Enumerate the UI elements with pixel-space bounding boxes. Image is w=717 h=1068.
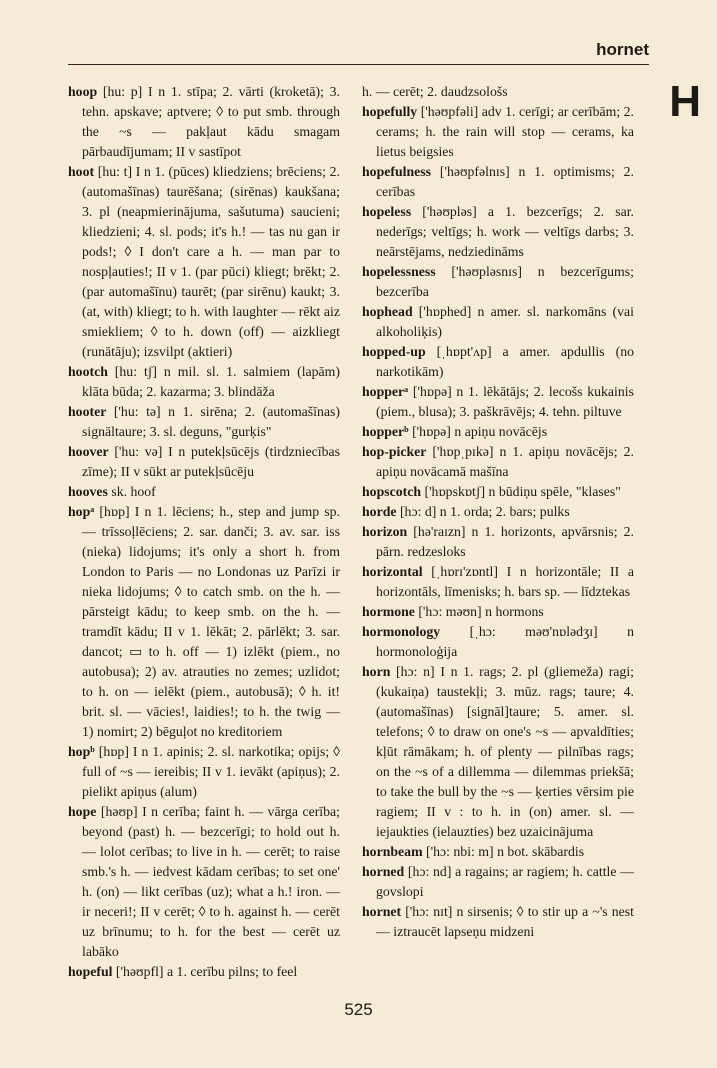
- dictionary-entry: [362, 902, 634, 942]
- entry-definition: [hu: tʃ] n mil. sl. 1. salmiem (lapām) klāta būda; 2. kazarma; 3. blindāža: [82, 364, 340, 399]
- entry-definition: ['hɒpˌpɪkə] n 1. apiņu novācējs; 2. apiņu novācamā mašīna: [376, 444, 634, 479]
- dictionary-entry: [362, 422, 634, 442]
- entry-headword: horde: [362, 504, 397, 519]
- entry-definition: ['həʊpfəli] adv 1. cerīgi; ar cerībām; 2. cerams; h. the rain will stop — cerams, ka lietus beigsies: [376, 104, 634, 159]
- entry-headword: hoover: [68, 444, 109, 459]
- entry-headword: hopefulness: [362, 164, 432, 179]
- dictionary-entry: [362, 382, 634, 422]
- dictionary-entry: [362, 842, 634, 862]
- entry-headword: hopᵇ: [68, 744, 95, 759]
- entry-definition: [hɒp] I n 1. apinis; 2. sl. narkotika; opijs; ◊ full of ~s — iereibis; II v 1. ievākt (apiņus); 2. pielikt apiņus (alum): [82, 744, 340, 799]
- dictionary-entry: [362, 502, 634, 522]
- left-column: [68, 82, 340, 982]
- dictionary-entry: [68, 82, 340, 162]
- dictionary-entry: [362, 562, 634, 602]
- entry-definition: [hu: t] I n 1. (pūces) kliedziens; brēciens; 2. (automašīnas) taurēšana; (sirēnas) kaukšana; 3. pl (neapmierinājuma, sašutuma) saucieni; kliedzieni; 4. sl. pods; it's h.! — tas nu gan ir pods!; ◊ I don't care a h. — man par to nospļauties!; II v 1. (par pūci) kliegt; brēkt; 2. (par automašīnu) taurēt; (par sirēnu) kaukt; 3. (at, with) kliegt; to h. with laughter — rēkt aiz smiekliem; ◊ to h. down (off) — aizkliegt (runātāju); izsvilpt (aktieri): [82, 164, 340, 359]
- entry-headword: hopperᵃ: [362, 384, 409, 399]
- entry-definition: [hɔ: d] n 1. orda; 2. bars; pulks: [396, 504, 570, 519]
- entry-definition: [ˌhɔ: məʊ'nɒlədʒɪ] n hormonoloģija: [376, 624, 634, 659]
- entry-headword: hop-picker: [362, 444, 427, 459]
- entry-definition: ['hɔ: nɪt] n sirsenis; ◊ to stir up a ~'s nest — iztraucēt lapseņu midzeni: [376, 904, 634, 939]
- dictionary-entry: [362, 162, 634, 202]
- entry-headword: horizon: [362, 524, 408, 539]
- entry-definition: ['hɔ: nbi: m] n bot. skābardis: [422, 844, 585, 859]
- entry-headword: hopperᵇ: [362, 424, 409, 439]
- entry-definition: [hɒp] I n 1. lēciens; h., step and jump sp. — trīssoļlēciens; 2. sar. danči; 3. av. sar. iss (nieka) lidojums; it's only a short h. from London to Paris — no Londonas uz Parīzi ir nieka lidojums; ◊ to catch smb. on the h. — pārsteigt kādu; to keep smb. on the h. — tramdīt kādu; II v 1. lēkāt; 2. pārlēkt; 3. sar. dancot; ▭ to h. off — 1) izlēkt (piem., no autobusa); 2) av. atrauties no zemes; uzlidot; to h. on — ielēkt (piem., autobusā); ◊ h. it! brit. sl. — vācies!, laidies!; to h. the twig — 1) nomirt; 2) bēguļot no kreditoriem: [82, 504, 340, 739]
- entry-definition: [hɔ: nd] a ragains; ar ragiem; h. cattle — govslopi: [376, 864, 634, 899]
- dictionary-entry: [68, 162, 340, 362]
- dictionary-entry: [68, 502, 340, 742]
- entry-headword: hopeless: [362, 204, 412, 219]
- entry-definition: ['hɒpə] n apiņu novācējs: [408, 424, 548, 439]
- dictionary-entry: [362, 862, 634, 902]
- dictionary-entry: [362, 482, 634, 502]
- entry-headword: hopelessness: [362, 264, 436, 279]
- entry-headword: hopscotch: [362, 484, 422, 499]
- entry-definition: ['həʊpfl] a 1. cerību pilns; to feel: [112, 964, 298, 979]
- dictionary-entry: [362, 302, 634, 342]
- entry-definition: sk. hoof: [107, 484, 156, 499]
- entry-headword: hornet: [362, 904, 402, 919]
- entry-definition: ['hu: tə] n 1. sirēna; 2. (automašīnas) signāltaure; 3. sl. deguns, "gurķis": [82, 404, 340, 439]
- dictionary-entry: [68, 442, 340, 482]
- entry-headword: hophead: [362, 304, 413, 319]
- dictionary-entry: [362, 622, 634, 662]
- entry-headword: hopped-up: [362, 344, 426, 359]
- entry-definition: [hə'raɪzn] n 1. horizonts, apvārsnis; 2. pārn. redzesloks: [376, 524, 634, 559]
- dictionary-entry: [68, 482, 340, 502]
- entry-definition: ['hɔ: məʊn] n hormons: [414, 604, 544, 619]
- page-number: 525: [344, 1000, 373, 1019]
- entry-headword: hornbeam: [362, 844, 423, 859]
- entry-headword: hooter: [68, 404, 107, 419]
- dictionary-entry: [362, 662, 634, 842]
- entry-headword: hoop: [68, 84, 98, 99]
- entry-definition: h. — cerēt; 2. daudzsološs: [362, 84, 508, 99]
- entry-headword: hooves: [68, 484, 108, 499]
- entry-definition: [həʊp] I n cerība; faint h. — vārga cerība; beyond (past) h. — bezcerīgi; to hold out h. — lolot cerības; to live in h. — cerēt; to raise smb.'s h. — iedvest kādam cerības; to set one' h. (on) — likt cerības (uz); what a h.! iron. — ir neceri!; II v cerēt; ◊ to h. against h. — cerēt uz brīnumu; to h. for the best — cerēt uz labāko: [82, 804, 340, 959]
- entry-headword: hootch: [68, 364, 108, 379]
- section-letter: H: [669, 77, 701, 126]
- entry-headword: hormonology: [362, 624, 441, 639]
- dictionary-entry: [68, 362, 340, 402]
- entry-definition: [hu: p] I n 1. stīpa; 2. vārti (kroketā); 3. tehn. apskave; aptvere; ◊ to put smb. through the ~s — pakļaut kādu smagam pārbaudījumam; II v sastīpot: [82, 84, 340, 159]
- dictionary-entry: [362, 262, 634, 302]
- dictionary-entry: [362, 442, 634, 482]
- entry-definition: ['hɒphed] n amer. sl. narkomāns (vai alkoholiķis): [376, 304, 634, 339]
- entry-headword: horn: [362, 664, 391, 679]
- entry-definition: ['həʊpləsnɪs] n bezcerīgums; bezcerība: [376, 264, 634, 299]
- entry-headword: hope: [68, 804, 97, 819]
- dictionary-entry: [68, 742, 340, 802]
- dictionary-entry: [68, 802, 340, 962]
- entry-headword: hopeful: [68, 964, 113, 979]
- entry-headword: hopefully: [362, 104, 418, 119]
- dictionary-entry: [362, 522, 634, 562]
- entry-definition: [hɔ: n] I n 1. rags; 2. pl (gliemeža) ragi; (kukaiņa) taustekļi; 3. mūz. rags; taure; 4. (automašīnas) [signāl]taure; 5. amer. sl. telefons; ◊ to draw on one's ~s — apvaldīties; kļūt rāmākam; h. of plenty — pilnības rags; on the ~s of a dillemma — dilemmas priekšā; to take the bull by the ~s — ķerties vērsim pie ragiem; II v : to h. in (on) amer. sl. — iejaukties (ielauzties) bez uzaicinājuma: [376, 664, 634, 839]
- entry-headword: horizontal: [362, 564, 423, 579]
- dictionary-entry: [68, 402, 340, 442]
- entry-headword: hoot: [68, 164, 95, 179]
- entry-headword: horned: [362, 864, 405, 879]
- dictionary-entry: [362, 102, 634, 162]
- entry-definition: ['həʊpləs] a 1. bezcerīgs; 2. sar. nederīgs; veltīgs; h. work — veltīgs darbs; 3. neārstējams, nedziedināms: [376, 204, 634, 259]
- right-column: [362, 82, 634, 942]
- entry-definition: ['hɒpə] n 1. lēkātājs; 2. lecošs kukainis (piem., blusa); 3. paškrāvējs; 4. tehn. piltuve: [376, 384, 634, 419]
- dictionary-entry: [362, 82, 634, 102]
- entry-headword: hormone: [362, 604, 415, 619]
- dictionary-entry: [362, 342, 634, 382]
- dictionary-entry: [362, 602, 634, 622]
- header-rule: [68, 64, 649, 65]
- entry-definition: ['hɒpskɒtʃ] n būdiņu spēle, "klases": [421, 484, 621, 499]
- entry-definition: ['hu: və] I n putekļsūcējs (tirdzniecības zīme); II v sūkt ar putekļsūcēju: [82, 444, 340, 479]
- dictionary-entry: [68, 962, 340, 982]
- entry-definition: [ˌhɒrɪ'zɒntl] I n horizontāle; II a horizontāls, līmenisks; h. bars sp. — līdztekas: [376, 564, 634, 599]
- entry-definition: [ˌhɒpt'ʌp] a amer. apdullis (no narkotikām): [376, 344, 634, 379]
- dictionary-entry: [362, 202, 634, 262]
- entry-headword: hopᵃ: [68, 504, 95, 519]
- entry-definition: ['həʊpfəlnɪs] n 1. optimisms; 2. cerības: [376, 164, 634, 199]
- running-head: hornet: [596, 40, 649, 59]
